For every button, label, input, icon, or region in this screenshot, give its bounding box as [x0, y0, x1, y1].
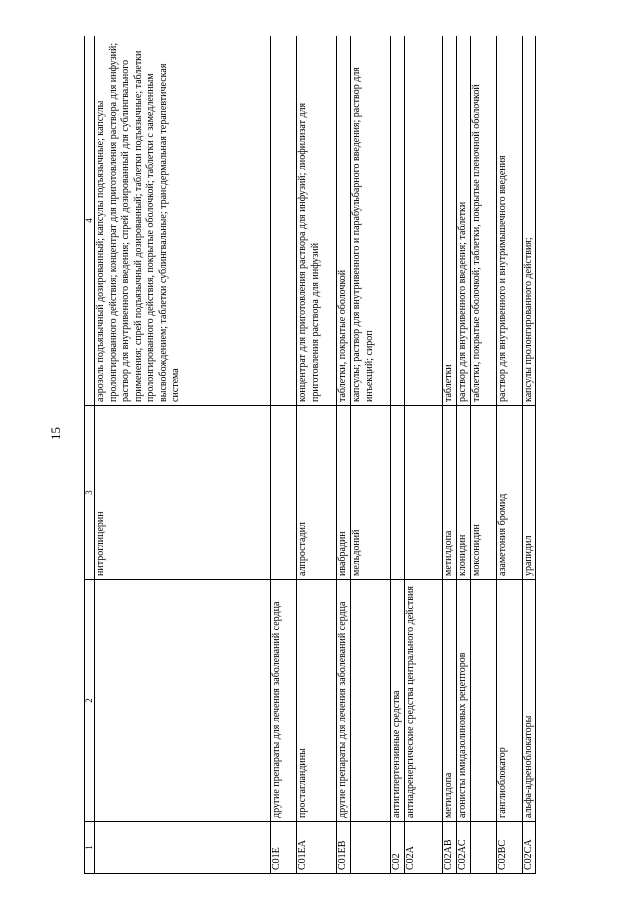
table-row — [456, 36, 470, 874]
drug-table-body — [85, 36, 536, 874]
table-row — [470, 36, 496, 874]
drug-table-container — [84, 36, 604, 874]
dosage-forms-cell — [391, 36, 405, 406]
drug-table — [84, 36, 536, 874]
atc-code-cell: C01E — [271, 822, 297, 874]
table-row — [442, 36, 456, 874]
atc-code-cell: C02CA — [522, 822, 536, 874]
group-name-cell: другие препараты для лечения заболеваний сердца — [337, 580, 351, 822]
atc-code-cell: C01EA — [297, 822, 337, 874]
table-row — [271, 36, 297, 874]
table-row — [522, 36, 536, 874]
column-number-1: 1 — [85, 822, 95, 874]
drug-name-cell: моксонидин — [470, 406, 496, 580]
group-name-cell — [95, 580, 271, 822]
group-name-cell — [470, 580, 496, 822]
group-name-cell: альфа-адреноблокаторы — [522, 580, 536, 822]
table-row — [337, 36, 351, 874]
dosage-forms-cell: концентрат для приготовления раствора для инфузий; лиофилизат для приготовления раствора для инфузий — [297, 36, 337, 406]
atc-code-cell: C02A — [404, 822, 442, 874]
atc-code-cell — [470, 822, 496, 874]
drug-name-cell: нитроглицерин — [95, 406, 271, 580]
dosage-forms-cell: раствор для внутривенного введения; таблетки — [456, 36, 470, 406]
group-name-cell: другие препараты для лечения заболеваний сердца — [271, 580, 297, 822]
drug-name-cell: мельдоний — [351, 406, 391, 580]
drug-name-cell: клонидин — [456, 406, 470, 580]
dosage-forms-cell: раствор для внутривенного и внутримышечного введения — [496, 36, 522, 406]
table-row — [496, 36, 522, 874]
drug-name-cell: алпростадил — [297, 406, 337, 580]
group-name-cell: ганглиоблокатор — [496, 580, 522, 822]
table-row — [297, 36, 337, 874]
atc-code-cell: C02AC — [456, 822, 470, 874]
rotated-table-sheet — [84, 36, 604, 874]
column-number-3: 3 — [85, 406, 95, 580]
table-row — [404, 36, 442, 874]
dosage-forms-cell: таблетки, покрытые оболочкой — [337, 36, 351, 406]
atc-code-cell: C02BC — [496, 822, 522, 874]
atc-code-cell: C01EB — [337, 822, 351, 874]
dosage-forms-cell: таблетки — [442, 36, 456, 406]
dosage-forms-cell — [271, 36, 297, 406]
group-name-cell — [351, 580, 391, 822]
table-row — [391, 36, 405, 874]
group-name-cell: простагландины — [297, 580, 337, 822]
dosage-forms-cell — [404, 36, 442, 406]
drug-name-cell: урапидил — [522, 406, 536, 580]
dosage-forms-cell: капсулы пролонгированного действия; — [522, 36, 536, 406]
page-number: 15 — [48, 427, 63, 440]
drug-name-cell — [391, 406, 405, 580]
dosage-forms-cell: капсулы; раствор для внутривенного и парабульбарного введения; раствор для инъекций; сироп — [351, 36, 391, 406]
drug-name-cell: ивабрадин — [337, 406, 351, 580]
atc-code-cell — [95, 822, 271, 874]
table-row — [95, 36, 271, 874]
drug-name-cell: азаметония бромид — [496, 406, 522, 580]
dosage-forms-cell: аэрозоль подъязычный дозированный; капсулы подъязычные; капсулы пролонгированного действия; концентрат для приготовления раствора для инфузий; раствор для внутривенного введения; спрей дозированный для сублингвального применения; спрей подъязычный дозированный; таблетки подъязычные; таблетки пролонгированного действия, покрытые оболочкой; таблетки с замедленным высвобождением; таблетки сублингвальные; трансдермальная терапевтическая система — [95, 36, 271, 406]
drug-name-cell — [404, 406, 442, 580]
group-name-cell: антиадренергические средства центрального действия — [404, 580, 442, 822]
dosage-forms-cell: таблетки, покрытые оболочкой; таблетки, покрытые пленочной оболочкой — [470, 36, 496, 406]
group-name-cell: агонисты имидазолиновых рецепторов — [456, 580, 470, 822]
group-name-cell: метилдопа — [442, 580, 456, 822]
drug-name-cell — [271, 406, 297, 580]
column-number-2: 2 — [85, 580, 95, 822]
atc-code-cell: C02AB — [442, 822, 456, 874]
atc-code-cell: C02 — [391, 822, 405, 874]
table-row — [351, 36, 391, 874]
drug-name-cell: метилдопа — [442, 406, 456, 580]
column-number-row — [85, 36, 95, 874]
column-number-4: 4 — [85, 36, 95, 406]
atc-code-cell — [351, 822, 391, 874]
group-name-cell: антигипертензивные средства — [391, 580, 405, 822]
